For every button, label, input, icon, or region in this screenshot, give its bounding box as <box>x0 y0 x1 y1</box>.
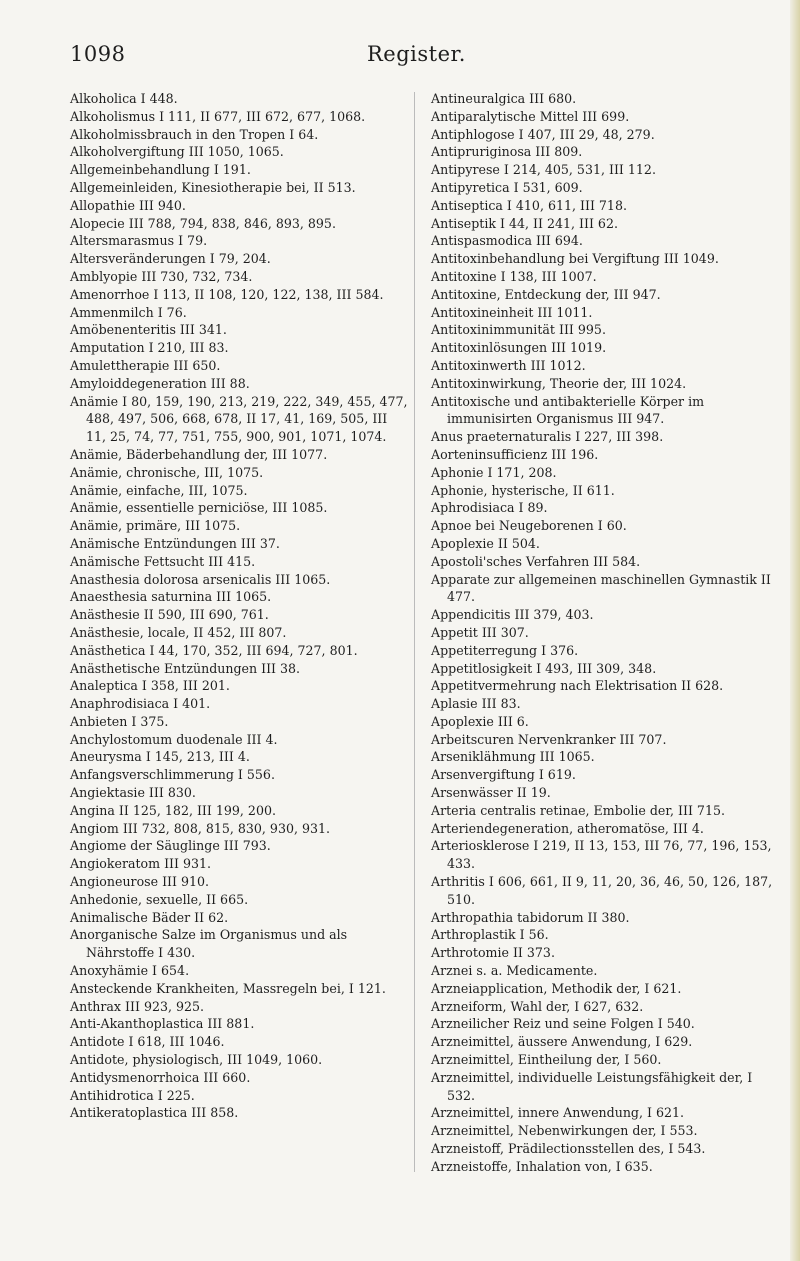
running-title: Register. <box>367 42 466 66</box>
index-entry: Arzneimittel, äussere Anwendung, I 629. <box>431 1034 693 1050</box>
index-entry: Angina II 125, 182, III 199, 200. <box>70 802 276 818</box>
index-entry: Arzneistoffe, Inhalation von, I 635. <box>431 1158 653 1174</box>
index-entry: Anästhesie, locale, II 452, III 807. <box>70 624 287 640</box>
index-entry: Anthrax III 923, 925. <box>70 998 205 1014</box>
index-entry: Aphrodisiaca I 89. <box>431 500 548 516</box>
index-entry: Arzneimittel, Nebenwirkungen der, I 553. <box>431 1123 698 1139</box>
index-entry: Analeptica I 358, III 201. <box>70 678 230 694</box>
index-entry: Arthrotomie II 373. <box>431 945 555 961</box>
index-entry: Aorteninsufficienz III 196. <box>431 446 599 462</box>
index-entry: Amöbenenteritis III 341. <box>70 322 227 338</box>
index-entry: Arzneistoff, Prädilectionsstellen des, I 543. <box>431 1141 706 1157</box>
index-entry: Anaesthesia saturnina III 1065. <box>70 589 272 605</box>
index-entry: Angiektasie III 830. <box>70 785 196 801</box>
index-entry: Antiseptica I 410, 611, III 718. <box>431 197 627 213</box>
index-entry: Altersmarasmus I 79. <box>70 233 208 249</box>
index-entry: Arthropathia tabidorum II 380. <box>431 909 630 925</box>
index-entry: Angiokeratom III 931. <box>70 856 212 872</box>
index-entry: Angiome der Säuglinge III 793. <box>70 838 271 854</box>
index-entry: Antipruriginosa III 809. <box>431 144 583 160</box>
index-entry: Anämie, primäre, III 1075. <box>70 518 241 534</box>
index-entry: Antitoxinwirkung, Theorie der, III 1024. <box>431 375 687 391</box>
index-entry: Arsenvergiftung I 619. <box>431 767 576 783</box>
index-entry: Alopecie III 788, 794, 838, 846, 893, 895. <box>70 215 336 231</box>
index-entry: Allgemeinbehandlung I 191. <box>70 162 251 178</box>
index-entry: Anhedonie, sexuelle, II 665. <box>70 891 249 907</box>
index-column-left <box>70 90 410 1122</box>
index-entry: Antitoxineinheit III 1011. <box>431 304 593 320</box>
index-entry: Antiseptik I 44, II 241, III 62. <box>431 215 618 231</box>
index-entry: Arzneimittel, innere Anwendung, I 621. <box>431 1105 685 1121</box>
index-entry: Antidote, physiologisch, III 1049, 1060. <box>70 1052 323 1068</box>
index-entry: Antidote I 618, III 1046. <box>70 1034 225 1050</box>
index-entry: Arthritis I 606, 661, II 9, 11, 20, 36, 46, 50, 126, 187, 510. <box>431 874 773 907</box>
index-entry: Apnoe bei Neugeborenen I 60. <box>431 518 627 534</box>
index-entry: Animalische Bäder II 62. <box>70 909 229 925</box>
index-entry: Aphonie I 171, 208. <box>431 464 557 480</box>
index-entry: Apparate zur allgemeinen maschinellen Gymnastik II 477. <box>431 571 771 605</box>
index-entry: Anämie, essentielle perniciöse, III 1085. <box>70 500 328 516</box>
index-entry: Anbieten I 375. <box>70 713 169 729</box>
index-entry: Arzneilicher Reiz und seine Folgen I 540. <box>431 1016 695 1032</box>
index-entry: Arteriendegeneration, atheromatöse, III 4. <box>431 820 704 836</box>
index-entry: Aphonie, hysterische, II 611. <box>431 482 615 498</box>
index-entry: Alkoholica I 448. <box>70 91 178 106</box>
index-entry: Anämie, Bäderbehandlung der, III 1077. <box>70 446 328 462</box>
index-entry: Anasthesia dolorosa arsenicalis III 1065. <box>70 571 331 587</box>
index-entry: Anorganische Salze im Organismus und als Nährstoffe I 430. <box>70 927 348 961</box>
page-header <box>0 42 800 82</box>
index-entry: Altersveränderungen I 79, 204. <box>70 251 271 267</box>
index-entry: Allopathie III 940. <box>70 197 186 213</box>
index-entry: Apostoli'sches Verfahren III 584. <box>431 553 641 569</box>
index-entry: Antineuralgica III 680. <box>431 91 577 106</box>
index-entry: Antikeratoplastica III 858. <box>70 1105 239 1121</box>
index-entry: Arbeitscuren Nervenkranker III 707. <box>431 731 667 747</box>
index-entry: Appetitvermehrung nach Elektrisation II 628. <box>431 678 724 694</box>
index-entry: Anästhesie II 590, III 690, 761. <box>70 607 269 623</box>
index-entry: Amyloiddegeneration III 88. <box>70 375 250 391</box>
index-entry: Arzneimittel, Eintheilung der, I 560. <box>431 1052 662 1068</box>
page-number: 1098 <box>70 42 126 66</box>
index-entry: Arzneiapplication, Methodik der, I 621. <box>431 980 682 996</box>
index-entry: Appetitlosigkeit I 493, III 309, 348. <box>431 660 657 676</box>
index-entry: Aplasie III 83. <box>431 696 521 712</box>
index-entry: Anti-Akanthoplastica III 881. <box>70 1016 255 1032</box>
index-entry: Amblyopie III 730, 732, 734. <box>70 268 253 284</box>
index-entry: Arzneimittel, individuelle Leistungsfähigkeit der, I 532. <box>431 1069 753 1103</box>
index-entry: Alkoholmissbrauch in den Tropen I 64. <box>70 126 319 142</box>
index-entry: Anus praeternaturalis I 227, III 398. <box>431 429 664 445</box>
index-entry: Anämische Fettsucht III 415. <box>70 553 256 569</box>
index-entry: Amputation I 210, III 83. <box>70 340 229 356</box>
index-entry: Antitoxinimmunität III 995. <box>431 322 606 338</box>
index-entry: Arthroplastik I 56. <box>431 927 549 943</box>
index-entry: Anaphrodisiaca I 401. <box>70 696 211 712</box>
index-entry: Anfangsverschlimmerung I 556. <box>70 767 275 783</box>
index-entry: Antiphlogose I 407, III 29, 48, 279. <box>431 126 655 142</box>
index-entry: Anämie I 80, 159, 190, 213, 219, 222, 349, 455, 477, 488, 497, 506, 668, 678, II 17, 41, 169, 505, III 11, 25, 74, 77, 751, 755, 900, 901, 1071, 1074. <box>70 393 408 445</box>
index-entry: Antitoxine, Entdeckung der, III 947. <box>431 286 661 302</box>
column-divider <box>414 92 415 1172</box>
index-entry: Arteria centralis retinae, Embolie der, III 715. <box>431 802 725 818</box>
index-entry: Arsenwässer II 19. <box>431 785 551 801</box>
index-entry: Anästhetica I 44, 170, 352, III 694, 727, 801. <box>70 642 358 658</box>
page-edge <box>790 0 800 1261</box>
index-entry: Aneurysma I 145, 213, III 4. <box>70 749 250 765</box>
index-entry: Antihidrotica I 225. <box>70 1087 195 1103</box>
index-entry: Antiparalytische Mittel III 699. <box>431 108 630 124</box>
index-entry: Apoplexie II 504. <box>431 535 540 551</box>
index-entry: Anämische Entzündungen III 37. <box>70 535 280 551</box>
index-entry: Alkoholismus I 111, II 677, III 672, 677, 1068. <box>70 108 366 124</box>
index-entry: Ansteckende Krankheiten, Massregeln bei, I 121. <box>70 980 386 996</box>
index-entry: Anämie, einfache, III, 1075. <box>70 482 248 498</box>
index-entry: Antitoxische und antibakterielle Körper im immunisirten Organismus III 947. <box>431 393 705 427</box>
index-entry: Antispasmodica III 694. <box>431 233 583 249</box>
index-entry: Antipyrese I 214, 405, 531, III 112. <box>431 162 656 178</box>
index-entry: Antitoxinlösungen III 1019. <box>431 340 607 356</box>
index-entry: Angiom III 732, 808, 815, 830, 930, 931. <box>70 820 331 836</box>
index-entry: Amenorrhoe I 113, II 108, 120, 122, 138, III 584. <box>70 286 384 302</box>
index-entry: Arzneiform, Wahl der, I 627, 632. <box>431 998 644 1014</box>
index-entry: Arteriosklerose I 219, II 13, 153, III 76, 77, 196, 153, 433. <box>431 838 772 872</box>
index-entry: Allgemeinleiden, Kinesiotherapie bei, II 513. <box>70 179 356 195</box>
index-entry: Anoxyhämie I 654. <box>70 963 190 979</box>
index-entry: Anästhetische Entzündungen III 38. <box>70 660 301 676</box>
index-entry: Antidysmenorrhoica III 660. <box>70 1069 251 1085</box>
index-entry: Arseniklähmung III 1065. <box>431 749 595 765</box>
index-entry: Appetiterregung I 376. <box>431 642 579 658</box>
index-entry: Antitoxinbehandlung bei Vergiftung III 1049. <box>431 251 719 267</box>
index-entry: Ammenmilch I 76. <box>70 304 187 320</box>
index-entry: Apoplexie III 6. <box>431 713 529 729</box>
index-entry: Anämie, chronische, III, 1075. <box>70 464 264 480</box>
index-entry: Amulettherapie III 650. <box>70 357 221 373</box>
index-entry: Arznei s. a. Medicamente. <box>431 963 598 979</box>
index-entry: Antipyretica I 531, 609. <box>431 179 583 195</box>
index-entry: Appendicitis III 379, 403. <box>431 607 594 623</box>
index-entry: Antitoxine I 138, III 1007. <box>431 268 597 284</box>
index-entry: Appetit III 307. <box>431 624 529 640</box>
index-entry: Antitoxinwerth III 1012. <box>431 357 586 373</box>
index-entry: Angioneurose III 910. <box>70 874 210 890</box>
index-entry: Anchylostomum duodenale III 4. <box>70 731 278 747</box>
index-entry: Alkoholvergiftung III 1050, 1065. <box>70 144 284 160</box>
index-column-right <box>431 90 776 1176</box>
